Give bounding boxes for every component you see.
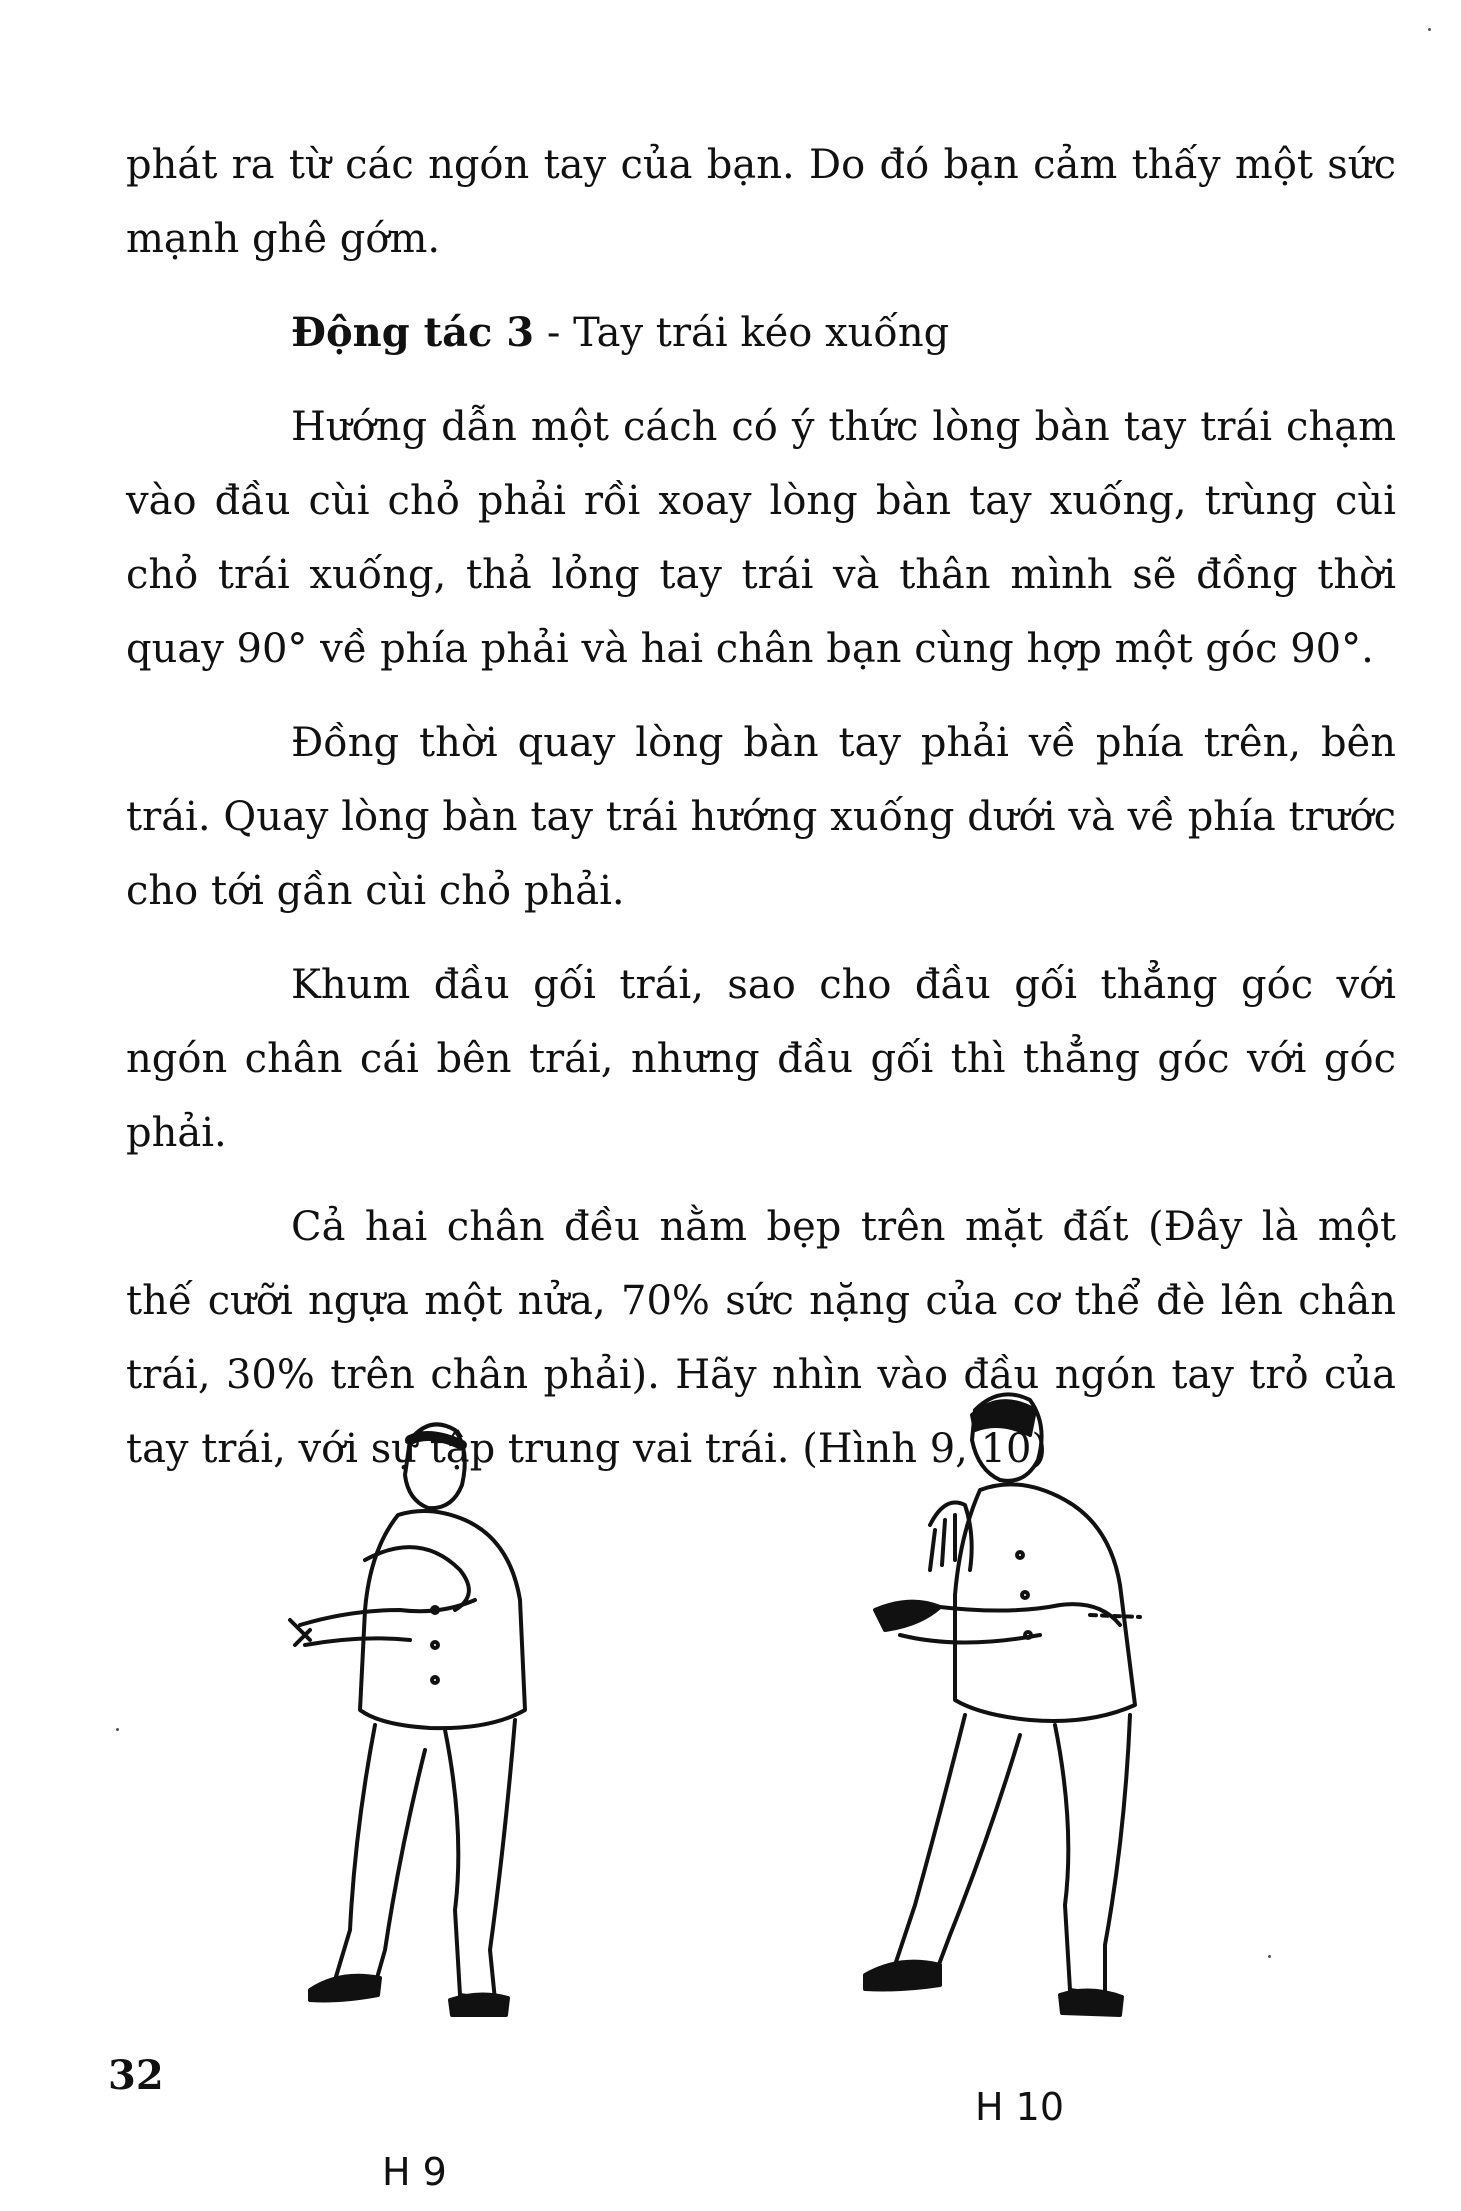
paragraph-instruction-4: Cả hai chân đều nằm bẹp trên mặt đất (Đây là một thế cưỡi ngựa một nửa, 70% sức nặng của cơ thể đè lên chân trái, 30% trên chân phải). Hãy nhìn vào đầu ngón tay trỏ của tay trái, với sự tập trung vai trái. (Hình 9, 10) xyxy=(126,1204,1396,1472)
scan-speck xyxy=(116,1728,119,1731)
figure-9-illustration xyxy=(280,1410,580,2030)
heading-subtitle: - Tay trái kéo xuống xyxy=(534,310,950,356)
paragraph-instruction-1: Hướng dẫn một cách có ý thức lòng bàn tay trái chạm vào đầu cùi chỏ phải rồi xoay lòng bàn tay xuống, trùng cùi chỏ trái xuống, thả lỏng tay trái và thân mình sẽ đồng thời quay 90° về phía phải và hai chân bạn cùng hợp một góc 90°. xyxy=(126,404,1396,672)
body-text xyxy=(126,128,1396,1486)
scan-speck xyxy=(1268,1955,1271,1958)
figure-10-caption: H 10 xyxy=(975,2085,1065,2129)
figure-9-caption: H 9 xyxy=(382,2150,447,2194)
scan-speck xyxy=(1428,28,1431,31)
paragraph-instruction-3: Khum đầu gối trái, sao cho đầu gối thẳng góc với ngón chân cái bên trái, nhưng đầu gối thì thẳng góc với góc phải. xyxy=(126,962,1396,1156)
page-number: 32 xyxy=(108,2052,164,2099)
figure-10-illustration xyxy=(860,1385,1210,2030)
paragraph-instruction-2: Đồng thời quay lòng bàn tay phải về phía trên, bên trái. Quay lòng bàn tay trái hướng xuống dưới và về phía trước cho tới gần cùi chỏ phải. xyxy=(126,720,1396,914)
section-heading xyxy=(126,296,1396,370)
paragraph-continuation: phát ra từ các ngón tay của bạn. Do đó bạn cảm thấy một sức mạnh ghê gớm. xyxy=(126,142,1396,262)
heading-title: Động tác 3 xyxy=(291,309,535,356)
